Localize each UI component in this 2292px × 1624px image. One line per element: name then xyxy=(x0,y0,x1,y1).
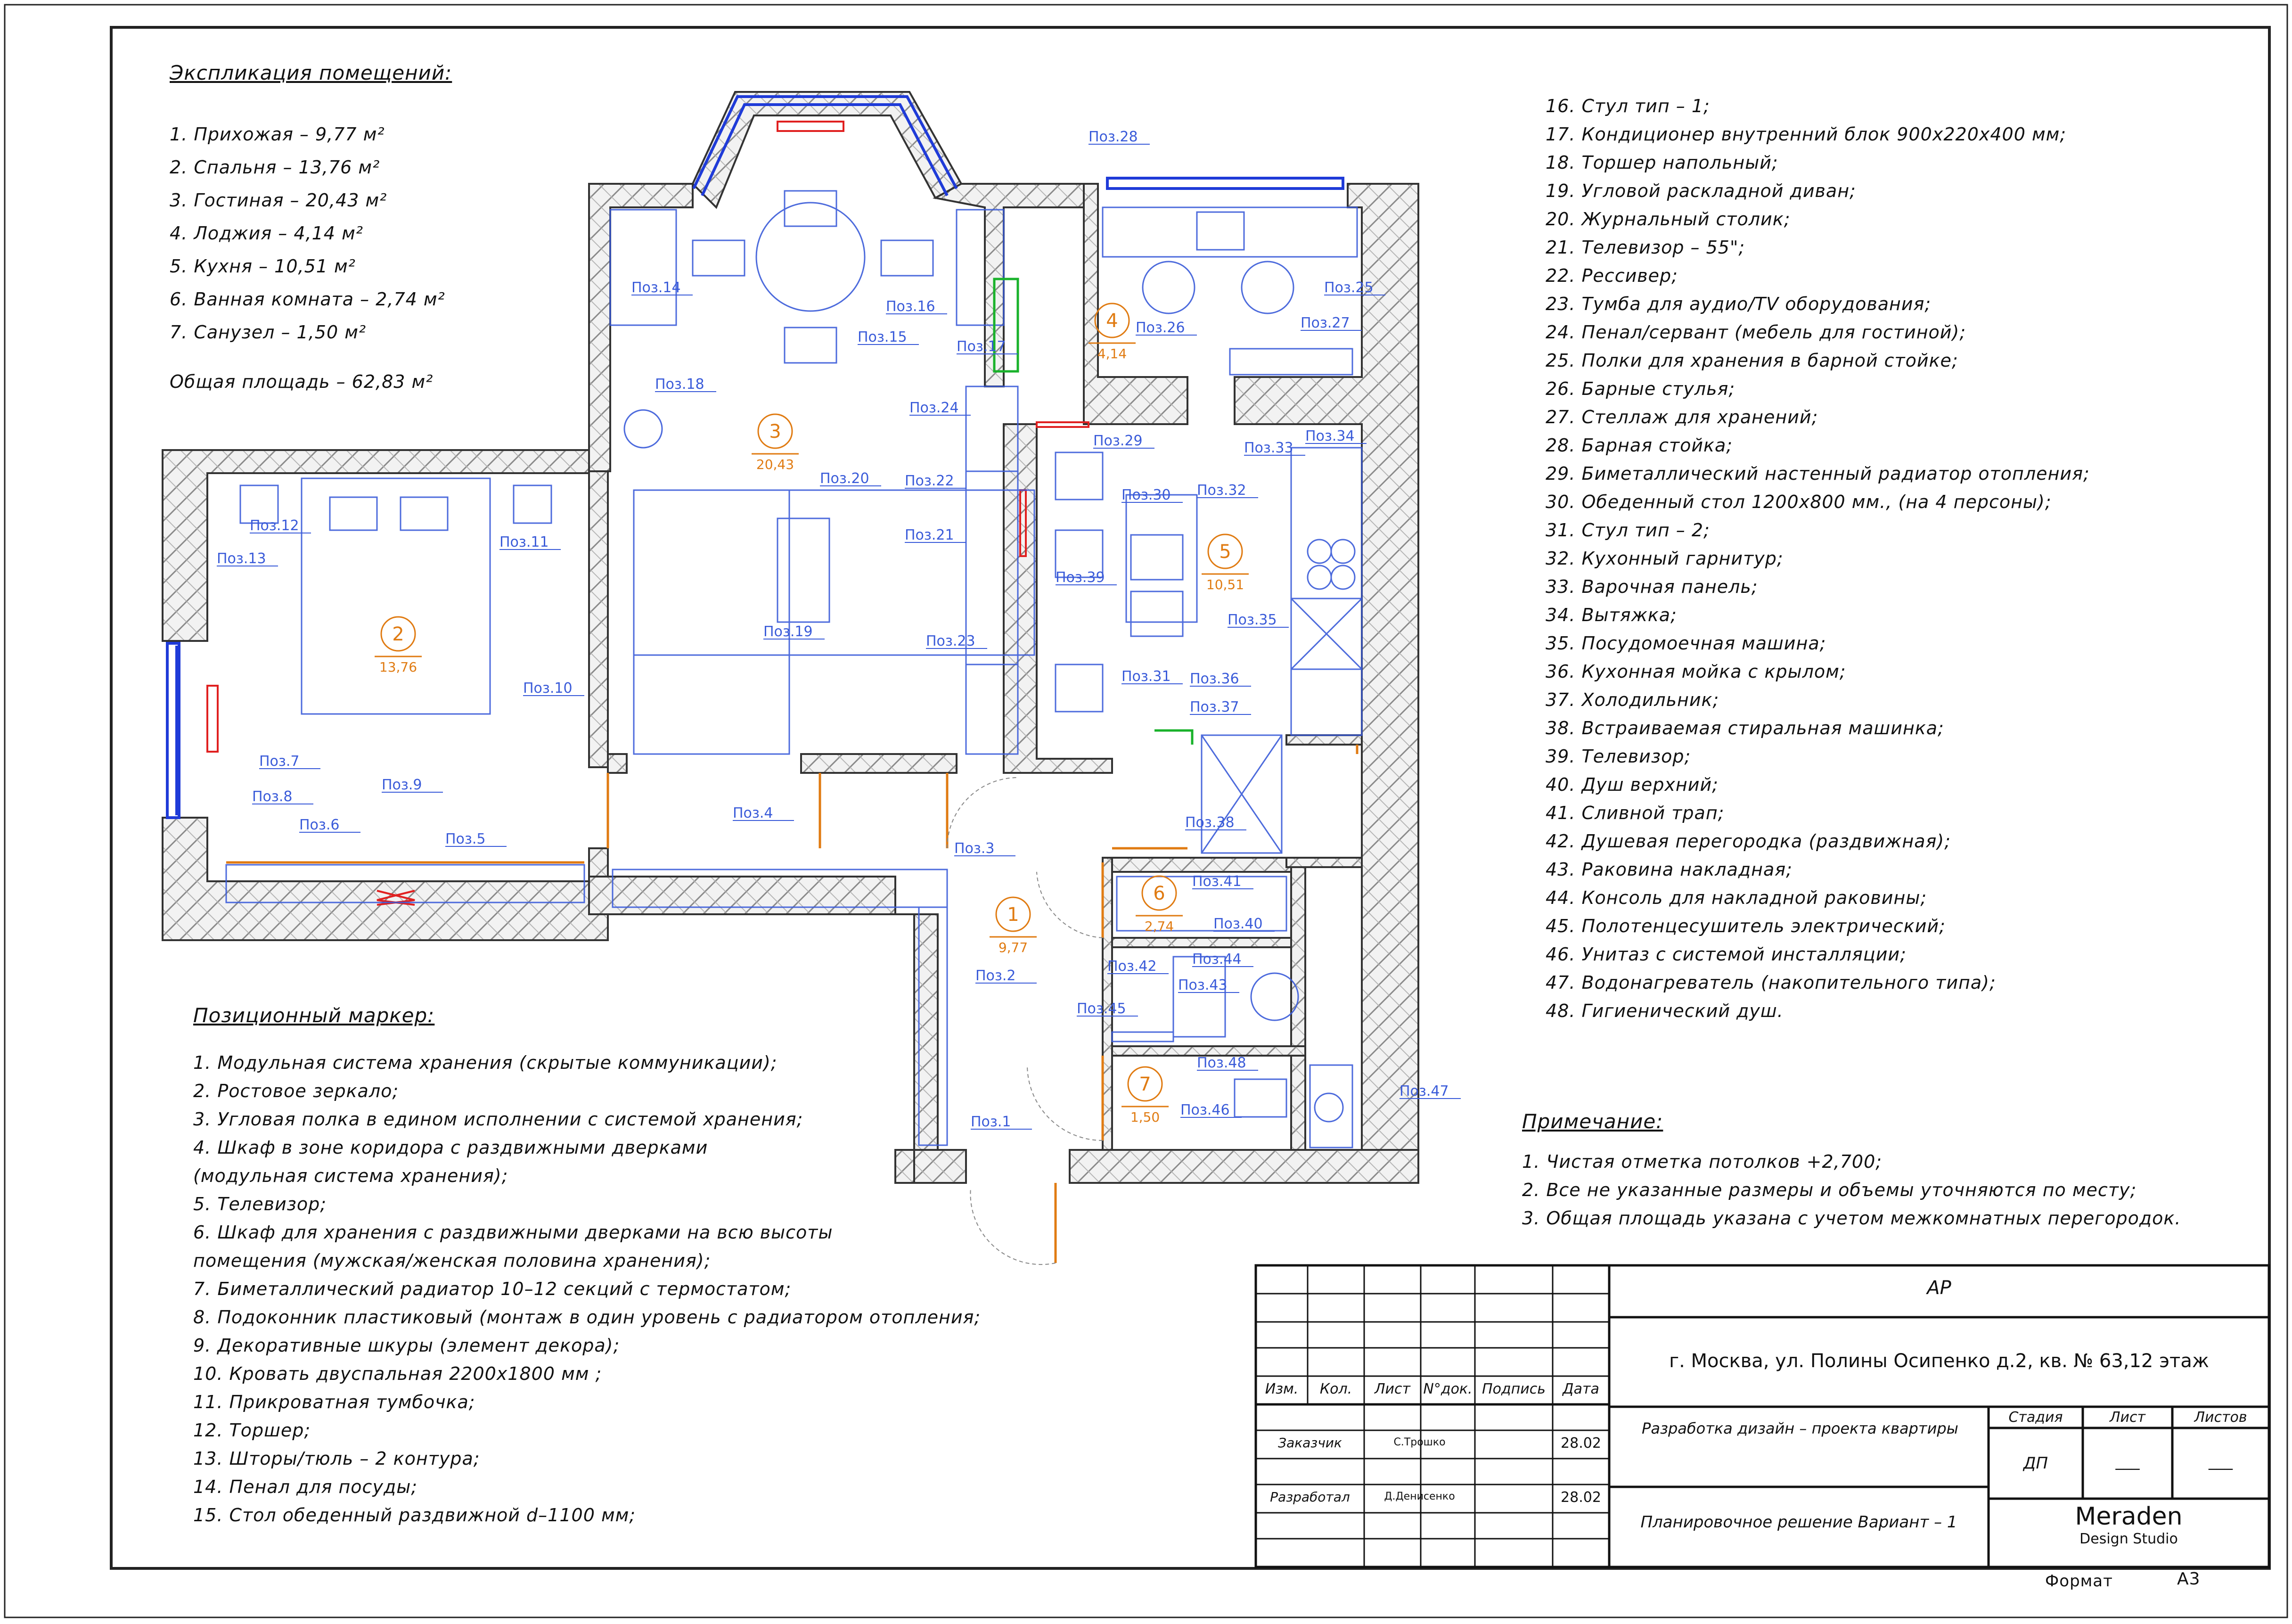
format-value: А3 xyxy=(2177,1569,2201,1589)
position-label: Поз.11 xyxy=(499,534,549,550)
marker-item: 16. Стул тип – 1; xyxy=(1546,96,1710,116)
marker-item: 39. Телевизор; xyxy=(1546,746,1691,767)
stamp-stage: ДП xyxy=(2023,1454,2048,1473)
position-label: Поз.1 xyxy=(971,1114,1011,1130)
marker-item: 19. Угловой раскладной диван; xyxy=(1546,180,1856,201)
marker-item: 20. Журнальный столик; xyxy=(1546,209,1791,230)
position-label: Поз.48 xyxy=(1197,1055,1246,1071)
position-label: Поз.33 xyxy=(1244,440,1293,456)
room-line: 6. Ванная комната – 2,74 м² xyxy=(170,289,445,310)
note-item: 3. Общая площадь указана с учетом межкомнатных перегородок. xyxy=(1522,1208,2181,1229)
marker-item: 11. Прикроватная тумбочка; xyxy=(193,1392,475,1412)
position-label: Поз.41 xyxy=(1192,873,1242,890)
stamp-sheet-header: Лист xyxy=(2109,1409,2146,1426)
stamp-project: Разработка дизайн – проекта квартиры xyxy=(1642,1419,1958,1437)
marker-item: 3. Угловая полка в едином исполнении с системой хранения; xyxy=(193,1109,803,1130)
position-label: Поз.29 xyxy=(1093,433,1143,449)
note-item: 1. Чистая отметка потолков +2,700; xyxy=(1522,1151,1883,1172)
stamp-sheets: ___ xyxy=(2209,1452,2233,1470)
marker-item: 35. Посудомоечная машина; xyxy=(1546,633,1826,654)
studio-sub: Design Studio xyxy=(2079,1531,2178,1547)
customer-name: С.Трошко xyxy=(1393,1436,1446,1448)
position-label: Поз.47 xyxy=(1400,1083,1449,1099)
position-label: Поз.38 xyxy=(1185,814,1235,831)
position-label: Поз.36 xyxy=(1190,671,1239,687)
stamp-header: Дата xyxy=(1563,1381,1599,1397)
marker-item: 17. Кондиционер внутренний блок 900х220х400 мм; xyxy=(1546,124,2067,145)
total-area: Общая площадь – 62,83 м² xyxy=(170,371,434,392)
author-role: Разработал xyxy=(1270,1489,1350,1505)
marker-item: 28. Барная стойка; xyxy=(1546,435,1733,456)
marker-item: 36. Кухонная мойка с крылом; xyxy=(1546,661,1846,682)
marker-item: 34. Вытяжка; xyxy=(1546,605,1677,625)
marker-item: 38. Встраиваемая стиральная машинка; xyxy=(1546,718,1944,738)
position-label: Поз.40 xyxy=(1213,916,1263,932)
marker-item: 18. Торшер напольный; xyxy=(1546,152,1778,173)
position-label: Поз.12 xyxy=(250,517,299,534)
author-date: 28.02 xyxy=(1561,1489,1601,1506)
position-label: Поз.17 xyxy=(957,338,1006,355)
position-label: Поз.42 xyxy=(1107,958,1157,975)
stamp-code: АР xyxy=(1927,1277,1951,1299)
position-label: Поз.32 xyxy=(1197,482,1246,499)
marker-item: 41. Сливной трап; xyxy=(1546,803,1725,823)
marker-item: 25. Полки для хранения в барной стойке; xyxy=(1546,350,1958,371)
explication-title: Экспликация помещений: xyxy=(170,61,452,84)
room-area: 1,50 xyxy=(1130,1109,1160,1125)
marker-item: 27. Стеллаж для хранений; xyxy=(1546,407,1818,427)
marker-item: 42. Душевая перегородка (раздвижная); xyxy=(1546,831,1951,852)
position-label: Поз.45 xyxy=(1077,1001,1126,1017)
room-number: 5 xyxy=(1219,541,1231,563)
marker-item: 2. Ростовое зеркало; xyxy=(193,1081,399,1101)
marker-item: 15. Стол обеденный раздвижной d–1100 мм; xyxy=(193,1505,636,1526)
position-label: Поз.28 xyxy=(1089,129,1138,145)
stamp-sheet: ___ xyxy=(2115,1452,2140,1470)
note-item: 2. Все не указанные размеры и объемы уточняются по месту; xyxy=(1522,1180,2137,1200)
marker-item: 9. Декоративные шкуры (элемент декора); xyxy=(193,1335,620,1356)
studio-logo: Meraden xyxy=(2075,1502,2183,1531)
position-label: Поз.30 xyxy=(1121,487,1171,503)
position-label: Поз.20 xyxy=(820,470,869,487)
position-label: Поз.24 xyxy=(909,400,959,416)
room-area: 9,77 xyxy=(998,940,1028,955)
notes-title: Примечание: xyxy=(1522,1110,1663,1133)
marker-item: помещения (мужская/женская половина хранения); xyxy=(193,1250,711,1271)
marker-item: 13. Шторы/тюль – 2 контура; xyxy=(193,1448,480,1469)
position-label: Поз.23 xyxy=(926,633,975,649)
customer-date: 28.02 xyxy=(1561,1435,1601,1452)
stamp-header: Лист xyxy=(1374,1381,1411,1397)
room-number: 3 xyxy=(769,421,781,443)
marker-item: 31. Стул тип – 2; xyxy=(1546,520,1710,541)
marker-item: 45. Полотенцесушитель электрический; xyxy=(1546,916,1946,936)
format-label: Формат xyxy=(2045,1572,2113,1591)
position-label: Поз.25 xyxy=(1324,279,1374,296)
stamp-sheets-header: Листов xyxy=(2194,1409,2247,1426)
marker-item: 32. Кухонный гарнитур; xyxy=(1546,548,1784,569)
position-label: Поз.26 xyxy=(1136,320,1185,336)
room-line: 1. Прихожая – 9,77 м² xyxy=(170,124,385,145)
marker-item: 7. Биметаллический радиатор 10–12 секций с термостатом; xyxy=(193,1279,792,1299)
stamp-stage-header: Стадия xyxy=(2008,1409,2063,1426)
position-label: Поз.5 xyxy=(445,831,486,847)
marker-item: 22. Рессивер; xyxy=(1546,265,1678,286)
position-label: Поз.22 xyxy=(905,473,954,489)
marker-item: 23. Тумба для аудио/TV оборудования; xyxy=(1546,294,1932,314)
position-label: Поз.7 xyxy=(259,753,300,770)
marker-item: 47. Водонагреватель (накопительного типа); xyxy=(1546,972,1996,993)
room-number: 2 xyxy=(392,623,404,645)
position-label: Поз.10 xyxy=(523,680,573,697)
room-number: 6 xyxy=(1153,883,1165,904)
marker-item: 43. Раковина накладная; xyxy=(1546,859,1793,880)
stamp-sheet-title: Планировочное решение Вариант – 1 xyxy=(1640,1513,1957,1532)
position-label: Поз.4 xyxy=(733,805,773,821)
room-number: 4 xyxy=(1106,310,1118,332)
position-label: Поз.35 xyxy=(1228,612,1277,628)
room-line: 3. Гостиная – 20,43 м² xyxy=(170,190,387,211)
marker-item: 10. Кровать двуспальная 2200х1800 мм ; xyxy=(193,1363,602,1384)
marker-item: 8. Подоконник пластиковый (монтаж в один уровень с радиатором отопления; xyxy=(193,1307,981,1328)
stamp-address: г. Москва, ул. Полины Осипенко д.2, кв. № 63,12 этаж xyxy=(1669,1350,2209,1372)
marker-item: 44. Консоль для накладной раковины; xyxy=(1546,887,1927,908)
marker-item: 30. Обеденный стол 1200х800 мм., (на 4 персоны); xyxy=(1546,492,2052,512)
room-line: 4. Лоджия – 4,14 м² xyxy=(170,223,363,244)
position-label: Поз.46 xyxy=(1180,1102,1230,1118)
room-line: 2. Спальня – 13,76 м² xyxy=(170,157,380,178)
marker-item: 12. Торшер; xyxy=(193,1420,311,1441)
position-label: Поз.2 xyxy=(975,968,1016,984)
room-area: 13,76 xyxy=(379,659,417,675)
position-label: Поз.19 xyxy=(763,623,813,640)
position-label: Поз.43 xyxy=(1178,977,1228,993)
position-label: Поз.37 xyxy=(1190,699,1239,715)
position-label: Поз.13 xyxy=(217,550,266,567)
position-label: Поз.14 xyxy=(631,279,681,296)
marker-item: (модульная система хранения); xyxy=(193,1165,508,1186)
marker-item: 21. Телевизор – 55"; xyxy=(1546,237,1745,258)
position-label: Поз.34 xyxy=(1305,428,1355,444)
marker-item: 48. Гигиенический душ. xyxy=(1546,1001,1784,1021)
stamp-header: Кол. xyxy=(1319,1381,1352,1397)
marker-item: 33. Варочная панель; xyxy=(1546,576,1758,597)
marker-item: 5. Телевизор; xyxy=(193,1194,327,1214)
marker-item: 4. Шкаф в зоне коридора с раздвижными дверками xyxy=(193,1137,708,1158)
marker-item: 46. Унитаз с системой инсталляции; xyxy=(1546,944,1907,965)
marker-item: 40. Душ верхний; xyxy=(1546,774,1719,795)
room-area: 10,51 xyxy=(1206,577,1244,592)
room-area: 2,74 xyxy=(1144,919,1174,934)
room-line: 5. Кухня – 10,51 м² xyxy=(170,256,356,277)
position-label: Поз.44 xyxy=(1192,951,1242,968)
author-name: Д.Денисенко xyxy=(1384,1491,1455,1502)
markers-title: Позиционный маркер: xyxy=(193,1004,435,1027)
stamp-header: Подпись xyxy=(1482,1381,1546,1397)
position-label: Поз.21 xyxy=(905,527,954,543)
marker-item: 14. Пенал для посуды; xyxy=(193,1476,418,1497)
position-label: Поз.6 xyxy=(299,817,340,833)
position-label: Поз.39 xyxy=(1056,569,1105,586)
stamp-header: N°док. xyxy=(1423,1381,1473,1397)
room-number: 7 xyxy=(1139,1074,1151,1095)
customer-role: Заказчик xyxy=(1278,1435,1342,1451)
marker-item: 1. Модульная система хранения (скрытые коммуникации); xyxy=(193,1052,778,1073)
position-label: Поз.8 xyxy=(252,788,293,805)
stamp-header: Изм. xyxy=(1265,1381,1299,1397)
room-line: 7. Санузел – 1,50 м² xyxy=(170,322,367,343)
position-label: Поз.3 xyxy=(954,840,995,857)
position-label: Поз.31 xyxy=(1121,668,1171,685)
position-label: Поз.16 xyxy=(886,298,935,315)
position-label: Поз.18 xyxy=(655,376,704,393)
position-label: Поз.15 xyxy=(858,329,907,345)
room-area: 4,14 xyxy=(1097,346,1127,361)
marker-item: 26. Барные стулья; xyxy=(1546,378,1735,399)
marker-item: 6. Шкаф для хранения с раздвижными дверками на всю высоты xyxy=(193,1222,833,1243)
position-label: Поз.27 xyxy=(1301,315,1350,331)
marker-item: 24. Пенал/сервант (мебель для гостиной); xyxy=(1546,322,1966,343)
position-label: Поз.9 xyxy=(382,777,422,793)
marker-item: 29. Биметаллический настенный радиатор отопления; xyxy=(1546,463,2090,484)
marker-item: 37. Холодильник; xyxy=(1546,689,1719,710)
room-area: 20,43 xyxy=(756,457,794,472)
room-number: 1 xyxy=(1007,904,1019,926)
